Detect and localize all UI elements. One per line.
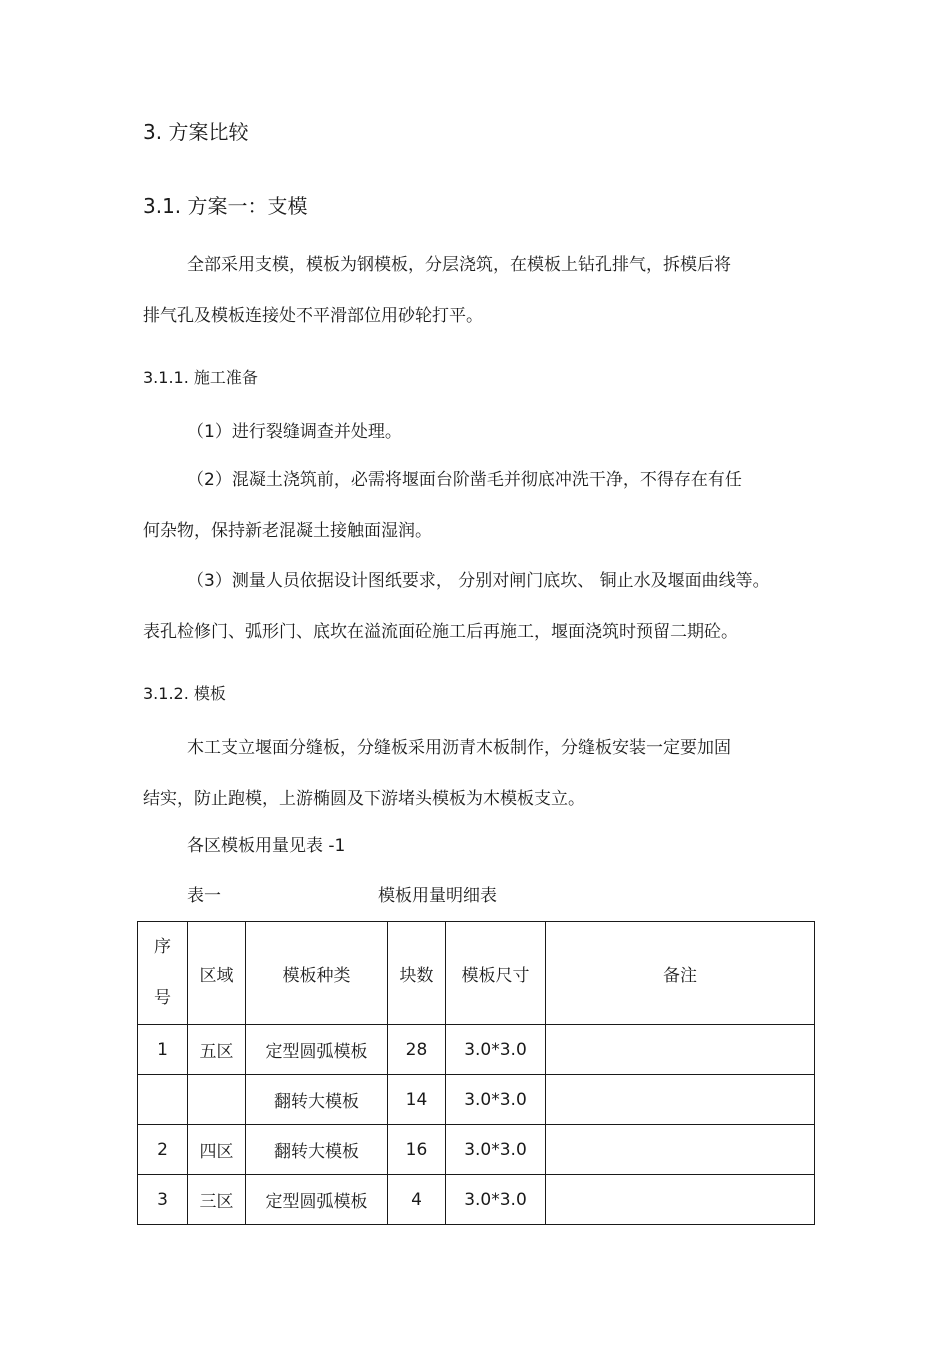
table-caption-title: 模板用量明细表 bbox=[378, 886, 497, 906]
header-remark: 备注 bbox=[546, 922, 815, 1025]
header-seq-bottom: 号 bbox=[154, 988, 171, 1008]
cell-type: 翻转大模板 bbox=[246, 1125, 388, 1175]
cell-remark bbox=[546, 1025, 815, 1075]
section-heading-3-1-2: 3.1.2. 模板 bbox=[143, 684, 226, 703]
cell-size: 3.0*3.0 bbox=[446, 1025, 546, 1075]
cell-count: 14 bbox=[388, 1075, 446, 1125]
cell-count: 16 bbox=[388, 1125, 446, 1175]
cell-remark bbox=[546, 1175, 815, 1225]
intro-paragraph-line-2: 排气孔及模板连接处不平滑部位用砂轮打平。 bbox=[143, 306, 483, 326]
section-heading-3: 3. 方案比较 bbox=[143, 120, 249, 144]
cell-count: 4 bbox=[388, 1175, 446, 1225]
header-size: 模板尺寸 bbox=[446, 922, 546, 1025]
header-type: 模板种类 bbox=[246, 922, 388, 1025]
table-row bbox=[138, 1075, 815, 1125]
header-seq bbox=[138, 922, 188, 1025]
table-row bbox=[138, 1025, 815, 1075]
header-seq-top: 序 bbox=[154, 937, 171, 957]
table-row bbox=[138, 1125, 815, 1175]
cell-zone: 三区 bbox=[188, 1175, 246, 1225]
formwork-paragraph-line-2: 结实，防止跑模，上游椭圆及下游堵头模板为木模板支立。 bbox=[143, 789, 585, 809]
table-header-row bbox=[138, 922, 815, 1025]
cell-seq bbox=[138, 1075, 188, 1125]
prep-item-2-line-1: （2）混凝土浇筑前，必需将堰面台阶凿毛并彻底冲洗干净，不得存在有任 bbox=[187, 470, 742, 490]
cell-type: 定型圆弧模板 bbox=[246, 1025, 388, 1075]
cell-size: 3.0*3.0 bbox=[446, 1075, 546, 1125]
formwork-paragraph-line-1: 木工支立堰面分缝板，分缝板采用沥青木板制作，分缝板安装一定要加固 bbox=[187, 738, 731, 758]
table-row bbox=[138, 1175, 815, 1225]
cell-remark bbox=[546, 1125, 815, 1175]
section-heading-3-1: 3.1. 方案一：支模 bbox=[143, 194, 308, 218]
cell-remark bbox=[546, 1075, 815, 1125]
cell-zone: 四区 bbox=[188, 1125, 246, 1175]
formwork-quantity-table bbox=[137, 921, 815, 1225]
prep-item-3-line-2: 表孔检修门、弧形门、底坎在溢流面砼施工后再施工，堰面浇筑时预留二期砼。 bbox=[143, 622, 738, 642]
cell-seq: 1 bbox=[138, 1025, 188, 1075]
section-heading-3-1-1: 3.1.1. 施工准备 bbox=[143, 368, 258, 387]
cell-zone: 五区 bbox=[188, 1025, 246, 1075]
cell-seq: 3 bbox=[138, 1175, 188, 1225]
cell-zone bbox=[188, 1075, 246, 1125]
cell-type: 定型圆弧模板 bbox=[246, 1175, 388, 1225]
prep-item-1: （1）进行裂缝调查并处理。 bbox=[187, 422, 402, 442]
cell-count: 28 bbox=[388, 1025, 446, 1075]
table-caption-label: 表一 bbox=[187, 886, 221, 906]
prep-item-2-line-2: 何杂物，保持新老混凝土接触面湿润。 bbox=[143, 521, 432, 541]
cell-size: 3.0*3.0 bbox=[446, 1175, 546, 1225]
cell-size: 3.0*3.0 bbox=[446, 1125, 546, 1175]
intro-paragraph-line-1: 全部采用支模，模板为钢模板，分层浇筑，在模板上钻孔排气，拆模后将 bbox=[187, 255, 731, 275]
header-zone: 区域 bbox=[188, 922, 246, 1025]
cell-type: 翻转大模板 bbox=[246, 1075, 388, 1125]
header-count: 块数 bbox=[388, 922, 446, 1025]
prep-item-3-line-1: （3）测量人员依据设计图纸要求， 分别对闸门底坎、 铜止水及堰面曲线等。 bbox=[187, 571, 770, 591]
cell-seq: 2 bbox=[138, 1125, 188, 1175]
formwork-table-reference: 各区模板用量见表 -1 bbox=[187, 836, 346, 856]
